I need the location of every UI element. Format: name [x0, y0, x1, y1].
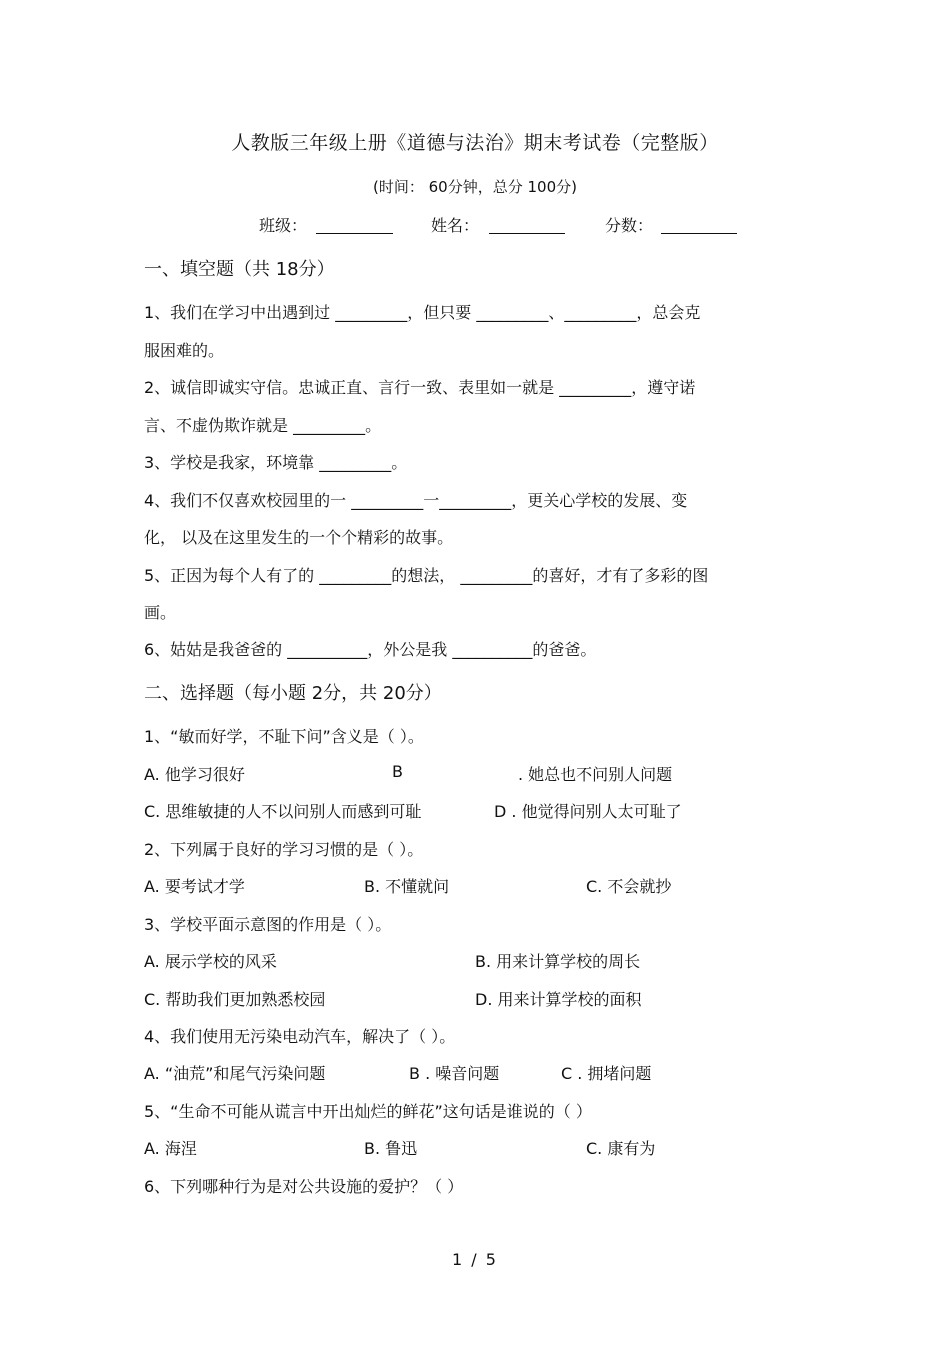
choice-q2-stem: 2、下列属于良好的学习习惯的是（ ）。	[144, 840, 424, 859]
choice-q3-stem: 3、学校平面示意图的作用是（ ）。	[144, 915, 392, 934]
fill-q5-line1: 5、正因为每个人有了的 _________的想法， _________的喜好，才有了多彩的图	[144, 566, 709, 585]
choice-q4-option-c: C . 拥堵问题	[561, 1064, 652, 1083]
choice-q5-option-b: B. 鲁迅	[364, 1139, 418, 1158]
class-label: 班级：	[259, 216, 308, 235]
fill-q6: 6、姑姑是我爸爸的 __________，外公是我 __________的爸爸。	[144, 640, 597, 659]
fill-q2-line1: 2、诚信即诚实守信。忠诚正直、言行一致、表里如一就是 _________，遵守诺	[144, 378, 696, 397]
score-label: 分数：	[605, 216, 654, 235]
choice-q1-option-c: C. 思维敏捷的人不以问别人而感到可耻	[144, 802, 422, 821]
name-blank	[489, 233, 565, 234]
fill-q1-line2: 服困难的。	[144, 341, 225, 360]
choice-q4-stem: 4、我们使用无污染电动汽车，解决了（ ）。	[144, 1027, 456, 1046]
choice-q3-option-b: B. 用来计算学校的周长	[475, 952, 641, 971]
choice-q1-option-a: A. 他学习很好	[144, 765, 245, 784]
section-choice-title: 二、选择题（每小题 2分，共 20分）	[144, 683, 442, 704]
choice-q2-option-b: B. 不懂就问	[364, 877, 450, 896]
page-title: 人教版三年级上册《道德与法治》期末考试卷（完整版）	[231, 132, 719, 154]
choice-q5-stem: 5、“生命不可能从谎言中开出灿烂的鲜花”这句话是谁说的（ ）	[144, 1102, 592, 1121]
exam-time-info: (时间： 60分钟，总分 100分)	[373, 178, 577, 196]
choice-q1-option-b-letter: B	[392, 762, 403, 781]
choice-q6-stem: 6、下列哪种行为是对公共设施的爱护？（ ）	[144, 1177, 464, 1196]
choice-q5-option-c: C. 康有为	[586, 1139, 656, 1158]
fill-q4-line1: 4、我们不仅喜欢校园里的一 _________一_________，更关心学校的发展、变	[144, 491, 688, 510]
fill-q1-line1: 1、我们在学习中出遇到过 _________，但只要 _________、_________，总会克	[144, 303, 701, 322]
page-number: 1 / 5	[452, 1250, 498, 1269]
choice-q3-option-a: A. 展示学校的风采	[144, 952, 277, 971]
section-fill-blank-title: 一、填空题（共 18分）	[144, 259, 335, 280]
choice-q2-option-a: A. 要考试才学	[144, 877, 245, 896]
choice-q5-option-a: A. 海涅	[144, 1139, 197, 1158]
fill-q2-line2: 言、不虚伪欺诈就是 _________。	[144, 416, 382, 435]
choice-q3-option-c: C. 帮助我们更加熟悉校园	[144, 990, 326, 1009]
name-label: 姓名：	[431, 216, 480, 235]
class-blank	[316, 233, 393, 234]
choice-q2-option-c: C. 不会就抄	[586, 877, 672, 896]
fill-q3: 3、学校是我家，环境靠 _________。	[144, 453, 408, 472]
choice-q1-stem: 1、“敏而好学，不耻下问”含义是（ ）。	[144, 727, 424, 746]
score-blank	[661, 233, 737, 234]
fill-q5-line2: 画。	[144, 603, 177, 622]
fill-q4-line2: 化， 以及在这里发生的一个个精彩的故事。	[144, 528, 454, 547]
choice-q4-option-b: B . 噪音问题	[409, 1064, 500, 1083]
choice-q3-option-d: D. 用来计算学校的面积	[475, 990, 642, 1009]
choice-q1-option-d: D . 他觉得问别人太可耻了	[494, 802, 682, 821]
choice-q1-option-b-text: . 她总也不问别人问题	[518, 765, 673, 784]
choice-q4-option-a: A. “油荒”和尾气污染问题	[144, 1064, 326, 1083]
